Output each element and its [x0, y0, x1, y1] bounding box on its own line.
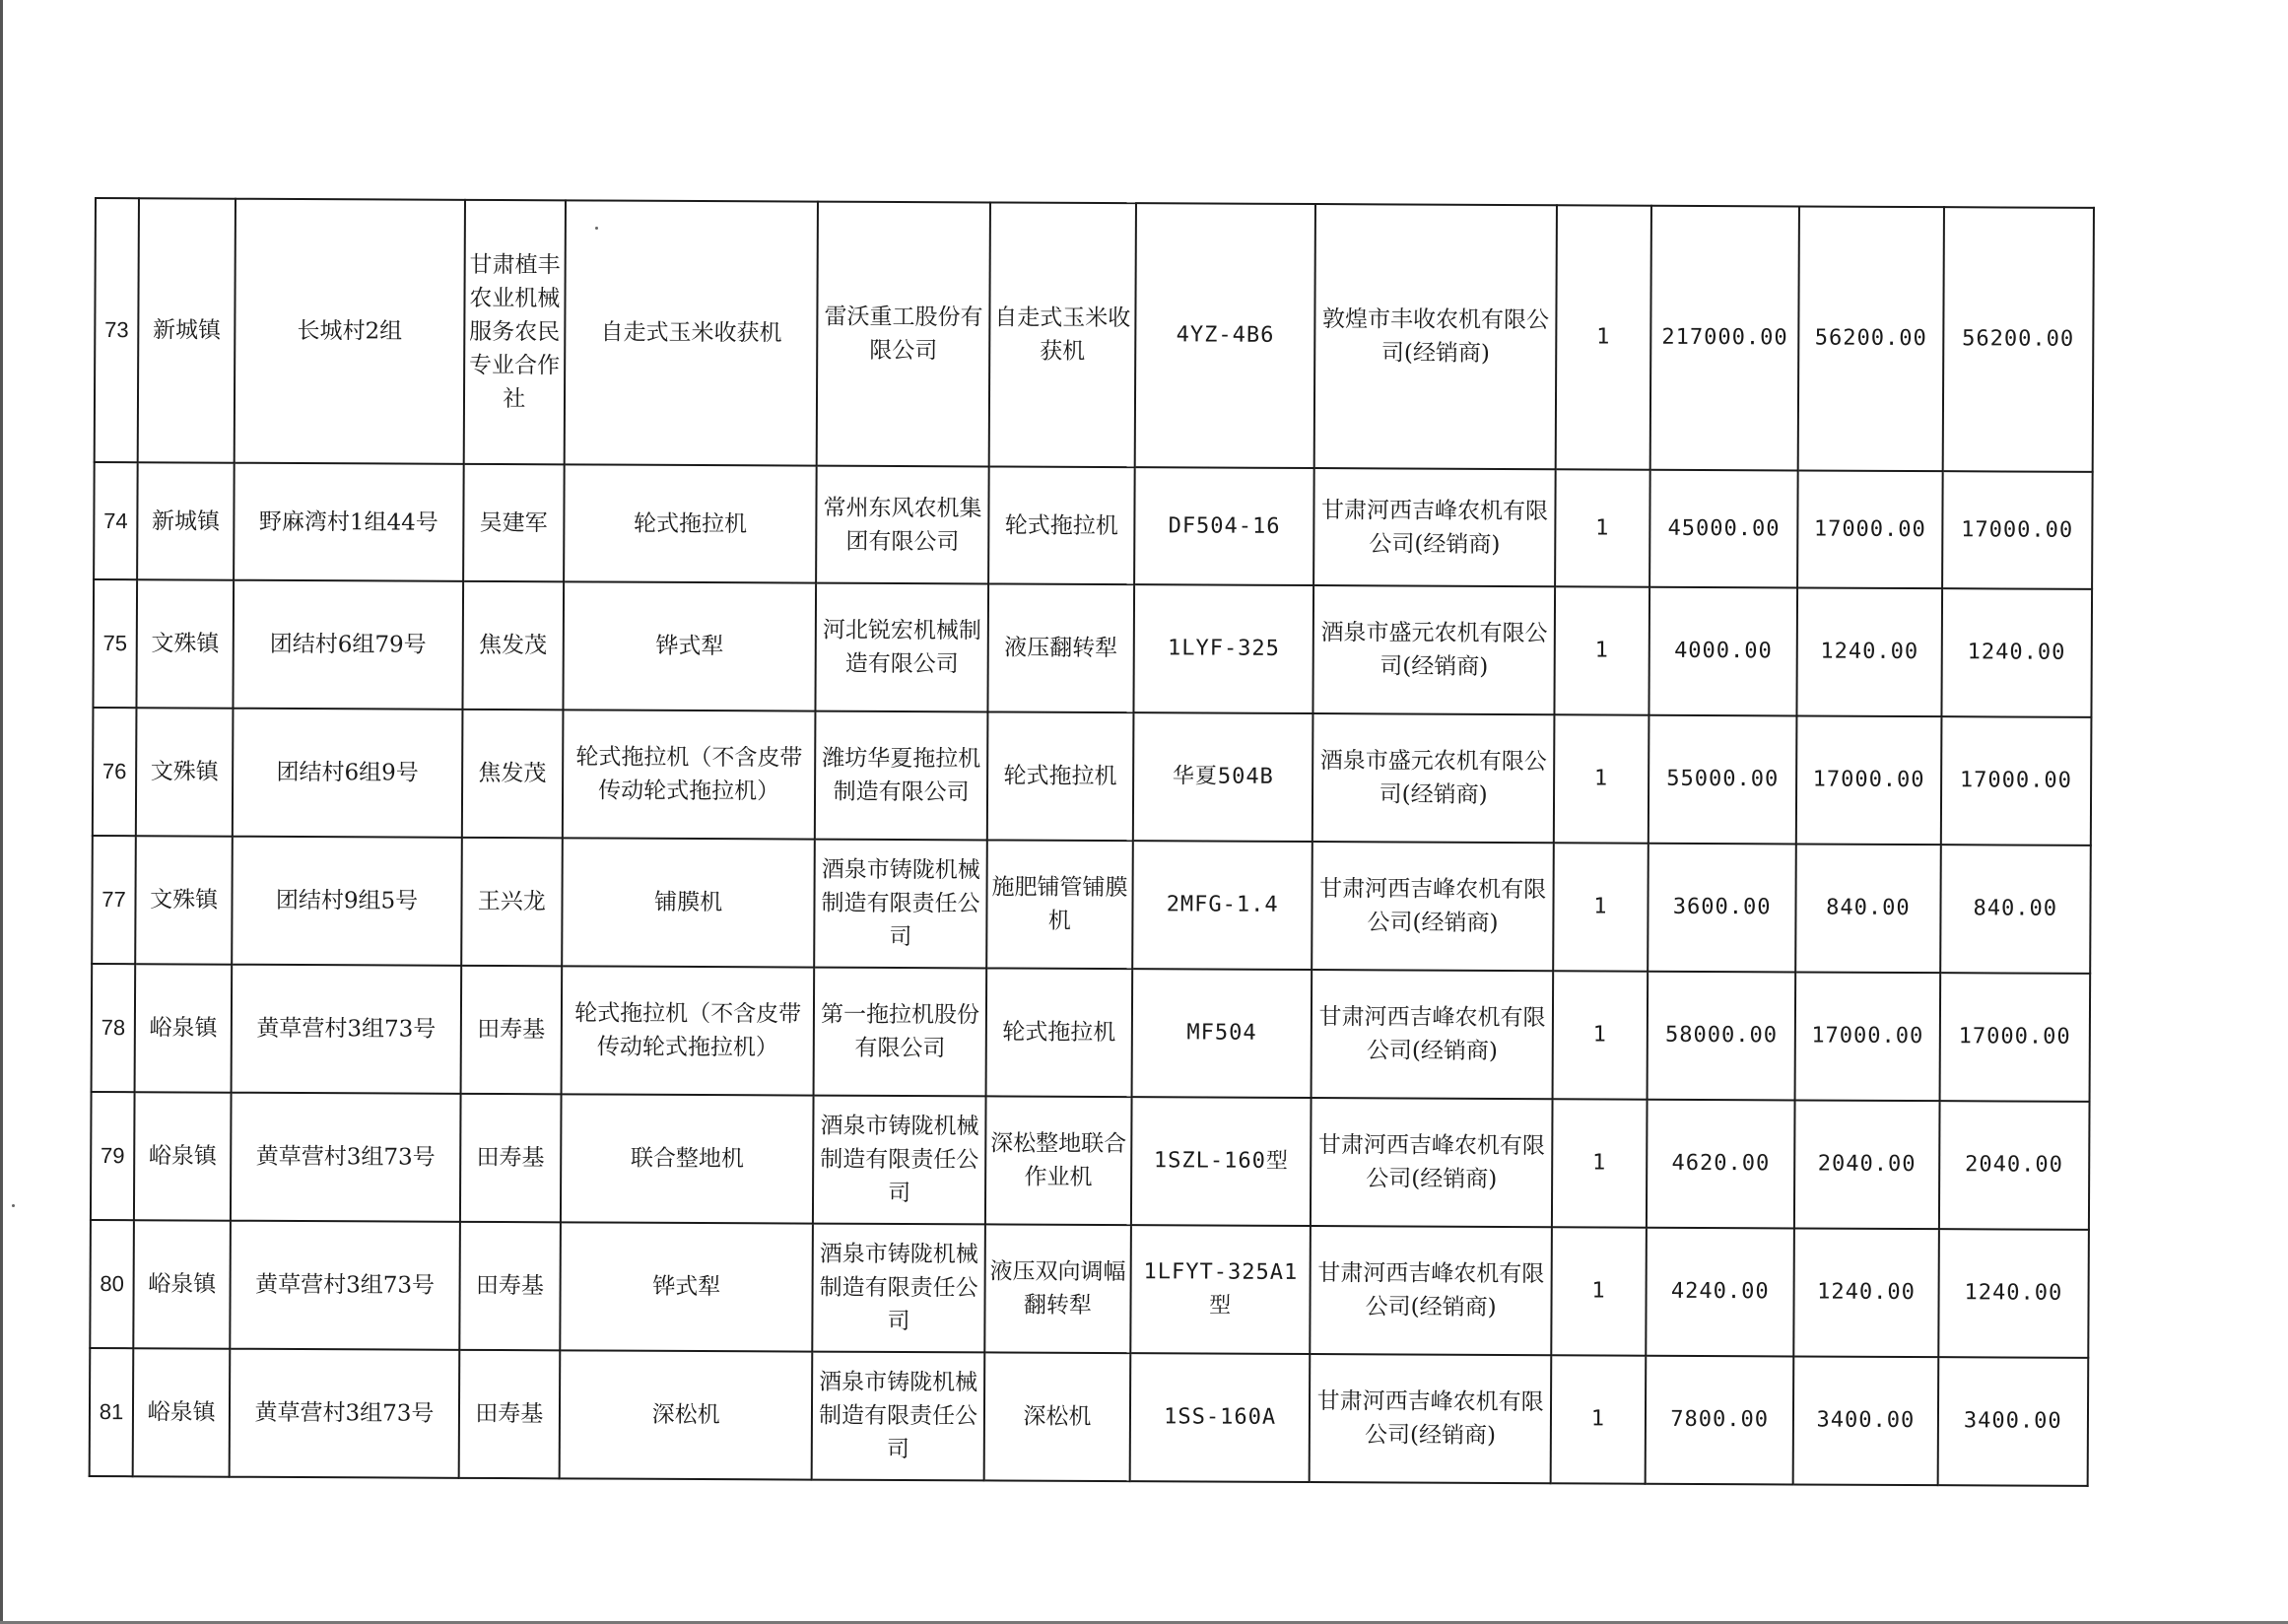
price-cell: 4620.00	[1647, 1100, 1795, 1229]
buyer-cell: 田寿基	[460, 1094, 562, 1222]
price-cell: 58000.00	[1648, 972, 1796, 1101]
central-subsidy-cell: 1240.00	[1797, 587, 1942, 716]
buyer-cell: 田寿基	[460, 966, 562, 1094]
model-cell: 2MFG-1.4	[1132, 841, 1312, 970]
buyer-cell: 焦发茂	[462, 710, 564, 838]
product-name-cell: 自走式玉米收获机	[988, 202, 1136, 467]
quantity-cell: 1	[1550, 1355, 1646, 1483]
row-number: 75	[93, 579, 137, 708]
product-name-cell: 液压双向调幅翻转犁	[984, 1224, 1131, 1353]
model-cell: 4YZ-4B6	[1135, 203, 1316, 468]
model-cell: MF504	[1132, 969, 1312, 1098]
manufacturer-cell: 河北锐宏机械制造有限公司	[816, 583, 988, 712]
central-subsidy-cell: 17000.00	[1796, 715, 1941, 845]
manufacturer-cell: 酒泉市铸陇机械制造有限责任公司	[812, 1352, 984, 1481]
model-cell: DF504-16	[1134, 467, 1314, 585]
price-cell: 217000.00	[1650, 206, 1800, 471]
town-cell: 峪泉镇	[134, 1092, 232, 1220]
row-number: 77	[92, 836, 136, 964]
town-cell: 峪泉镇	[133, 1220, 231, 1348]
address-cell: 野麻湾村1组44号	[234, 463, 463, 581]
product-name-cell: 轮式拖拉机	[988, 466, 1135, 584]
price-cell: 3600.00	[1648, 844, 1796, 973]
model-cell: 1SZL-160型	[1131, 1097, 1312, 1226]
machine-category-cell: 铧式犁	[563, 581, 816, 710]
central-subsidy-cell: 1240.00	[1794, 1228, 1939, 1357]
dealer-cell: 甘肃河西吉峰农机有限公司(经销商)	[1313, 468, 1555, 586]
machine-category-cell: 深松机	[560, 1350, 813, 1479]
central-subsidy-cell: 3400.00	[1793, 1356, 1938, 1485]
machine-category-cell: 铧式犁	[560, 1222, 813, 1351]
table-row	[93, 708, 2092, 846]
town-cell: 峪泉镇	[133, 1348, 231, 1476]
row-number: 78	[92, 964, 136, 1092]
address-cell: 团结村6组9号	[233, 709, 462, 838]
central-subsidy-cell: 17000.00	[1797, 470, 1942, 588]
address-cell: 黄草营村3组73号	[232, 965, 461, 1094]
product-name-cell: 轮式拖拉机	[985, 968, 1132, 1097]
manufacturer-cell: 潍坊华夏拖拉机制造有限公司	[815, 711, 987, 841]
total-subsidy-cell: 3400.00	[1937, 1357, 2088, 1486]
dealer-cell: 甘肃河西吉峰农机有限公司(经销商)	[1311, 1226, 1552, 1355]
machine-category-cell: 轮式拖拉机（不含皮带传动轮式拖拉机）	[561, 966, 814, 1095]
product-name-cell: 液压翻转犁	[987, 583, 1134, 712]
total-subsidy-cell: 2040.00	[1939, 1101, 2090, 1230]
model-cell: 华夏504B	[1133, 712, 1313, 842]
price-cell: 4000.00	[1649, 587, 1797, 716]
model-cell: 1LFYT-325A1型	[1130, 1225, 1311, 1354]
address-cell: 团结村6组79号	[234, 580, 463, 710]
dealer-cell: 甘肃河西吉峰农机有限公司(经销商)	[1312, 842, 1554, 971]
table-row	[91, 1092, 2090, 1230]
central-subsidy-cell: 56200.00	[1798, 206, 1944, 471]
machine-category-cell: 自走式玉米收获机	[565, 200, 819, 465]
quantity-cell: 1	[1556, 205, 1651, 469]
model-cell: 1LYF-325	[1133, 584, 1313, 713]
row-number: 79	[91, 1092, 135, 1220]
town-cell: 文殊镇	[137, 579, 235, 708]
product-name-cell: 轮式拖拉机	[987, 711, 1134, 841]
quantity-cell: 1	[1555, 469, 1650, 586]
product-name-cell: 深松机	[983, 1352, 1130, 1481]
machine-category-cell: 联合整地机	[561, 1094, 814, 1223]
dealer-cell: 甘肃河西吉峰农机有限公司(经销商)	[1311, 1098, 1552, 1227]
total-subsidy-cell: 840.00	[1940, 845, 2091, 974]
machine-category-cell: 轮式拖拉机	[564, 464, 817, 582]
buyer-cell: 王兴龙	[461, 838, 563, 966]
central-subsidy-cell: 840.00	[1796, 844, 1941, 973]
table-row	[95, 198, 2094, 472]
town-cell: 新城镇	[137, 462, 235, 579]
row-number: 73	[95, 198, 139, 462]
address-cell: 黄草营村3组73号	[230, 1349, 459, 1478]
quantity-cell: 1	[1551, 1227, 1647, 1355]
total-subsidy-cell: 1240.00	[1938, 1229, 2089, 1358]
quantity-cell: 1	[1552, 971, 1648, 1099]
town-cell: 文殊镇	[136, 708, 234, 836]
address-cell: 长城村2组	[235, 199, 465, 464]
price-cell: 7800.00	[1646, 1356, 1794, 1485]
dealer-cell: 酒泉市盛元农机有限公司(经销商)	[1313, 585, 1555, 714]
address-cell: 黄草营村3组73号	[231, 1093, 460, 1222]
dealer-cell: 甘肃河西吉峰农机有限公司(经销商)	[1312, 970, 1553, 1099]
quantity-cell: 1	[1552, 1099, 1648, 1227]
machine-category-cell: 轮式拖拉机（不含皮带传动轮式拖拉机）	[563, 710, 816, 839]
price-cell: 4240.00	[1646, 1228, 1794, 1357]
manufacturer-cell: 常州东风农机集团有限公司	[817, 466, 989, 584]
row-number: 74	[94, 462, 138, 579]
manufacturer-cell: 雷沃重工股份有限公司	[817, 202, 990, 467]
central-subsidy-cell: 2040.00	[1794, 1100, 1939, 1229]
quantity-cell: 1	[1553, 843, 1649, 971]
address-cell: 团结村9组5号	[232, 837, 461, 966]
dealer-cell: 敦煌市丰收农机有限公司(经销商)	[1314, 204, 1557, 469]
total-subsidy-cell: 17000.00	[1940, 716, 2091, 846]
central-subsidy-cell: 17000.00	[1795, 972, 1940, 1101]
address-cell: 黄草营村3组73号	[231, 1221, 460, 1350]
table-row	[94, 462, 2093, 589]
buyer-cell: 焦发茂	[462, 581, 564, 710]
town-cell: 新城镇	[138, 198, 236, 462]
row-number: 80	[90, 1220, 134, 1348]
quantity-cell: 1	[1554, 586, 1649, 714]
scan-speck	[12, 1204, 15, 1207]
total-subsidy-cell: 17000.00	[1942, 471, 2093, 589]
price-cell: 55000.00	[1649, 715, 1797, 845]
table-row	[90, 1348, 2089, 1486]
product-name-cell: 施肥铺管铺膜机	[986, 840, 1133, 969]
row-number: 76	[93, 708, 137, 836]
town-cell: 文殊镇	[135, 836, 233, 964]
manufacturer-cell: 第一拖拉机股份有限公司	[814, 968, 986, 1097]
table-row	[92, 836, 2091, 974]
price-cell: 45000.00	[1649, 470, 1798, 588]
row-number: 81	[90, 1348, 134, 1476]
manufacturer-cell: 酒泉市铸陇机械制造有限责任公司	[813, 1224, 985, 1353]
product-name-cell: 深松整地联合作业机	[985, 1096, 1132, 1225]
table-row	[90, 1220, 2089, 1358]
town-cell: 峪泉镇	[135, 964, 233, 1092]
buyer-cell: 吴建军	[463, 464, 565, 581]
buyer-cell: 田寿基	[458, 1350, 560, 1478]
scan-page-edge-left	[0, 0, 3, 1624]
manufacturer-cell: 酒泉市铸陇机械制造有限责任公司	[813, 1096, 985, 1225]
quantity-cell: 1	[1554, 714, 1649, 843]
table-row	[92, 964, 2091, 1102]
total-subsidy-cell: 1240.00	[1941, 588, 2092, 717]
model-cell: 1SS-160A	[1130, 1353, 1311, 1482]
total-subsidy-cell: 56200.00	[1942, 207, 2094, 472]
buyer-cell: 甘肃植丰农业机械服务农民专业合作社	[463, 200, 565, 464]
table-row	[93, 579, 2092, 717]
total-subsidy-cell: 17000.00	[1939, 973, 2090, 1102]
manufacturer-cell: 酒泉市铸陇机械制造有限责任公司	[815, 840, 987, 969]
subsidy-table	[89, 197, 2095, 1487]
dealer-cell: 酒泉市盛元农机有限公司(经销商)	[1312, 713, 1554, 843]
buyer-cell: 田寿基	[459, 1222, 561, 1350]
machine-category-cell: 铺膜机	[562, 838, 815, 967]
dealer-cell: 甘肃河西吉峰农机有限公司(经销商)	[1310, 1354, 1551, 1483]
